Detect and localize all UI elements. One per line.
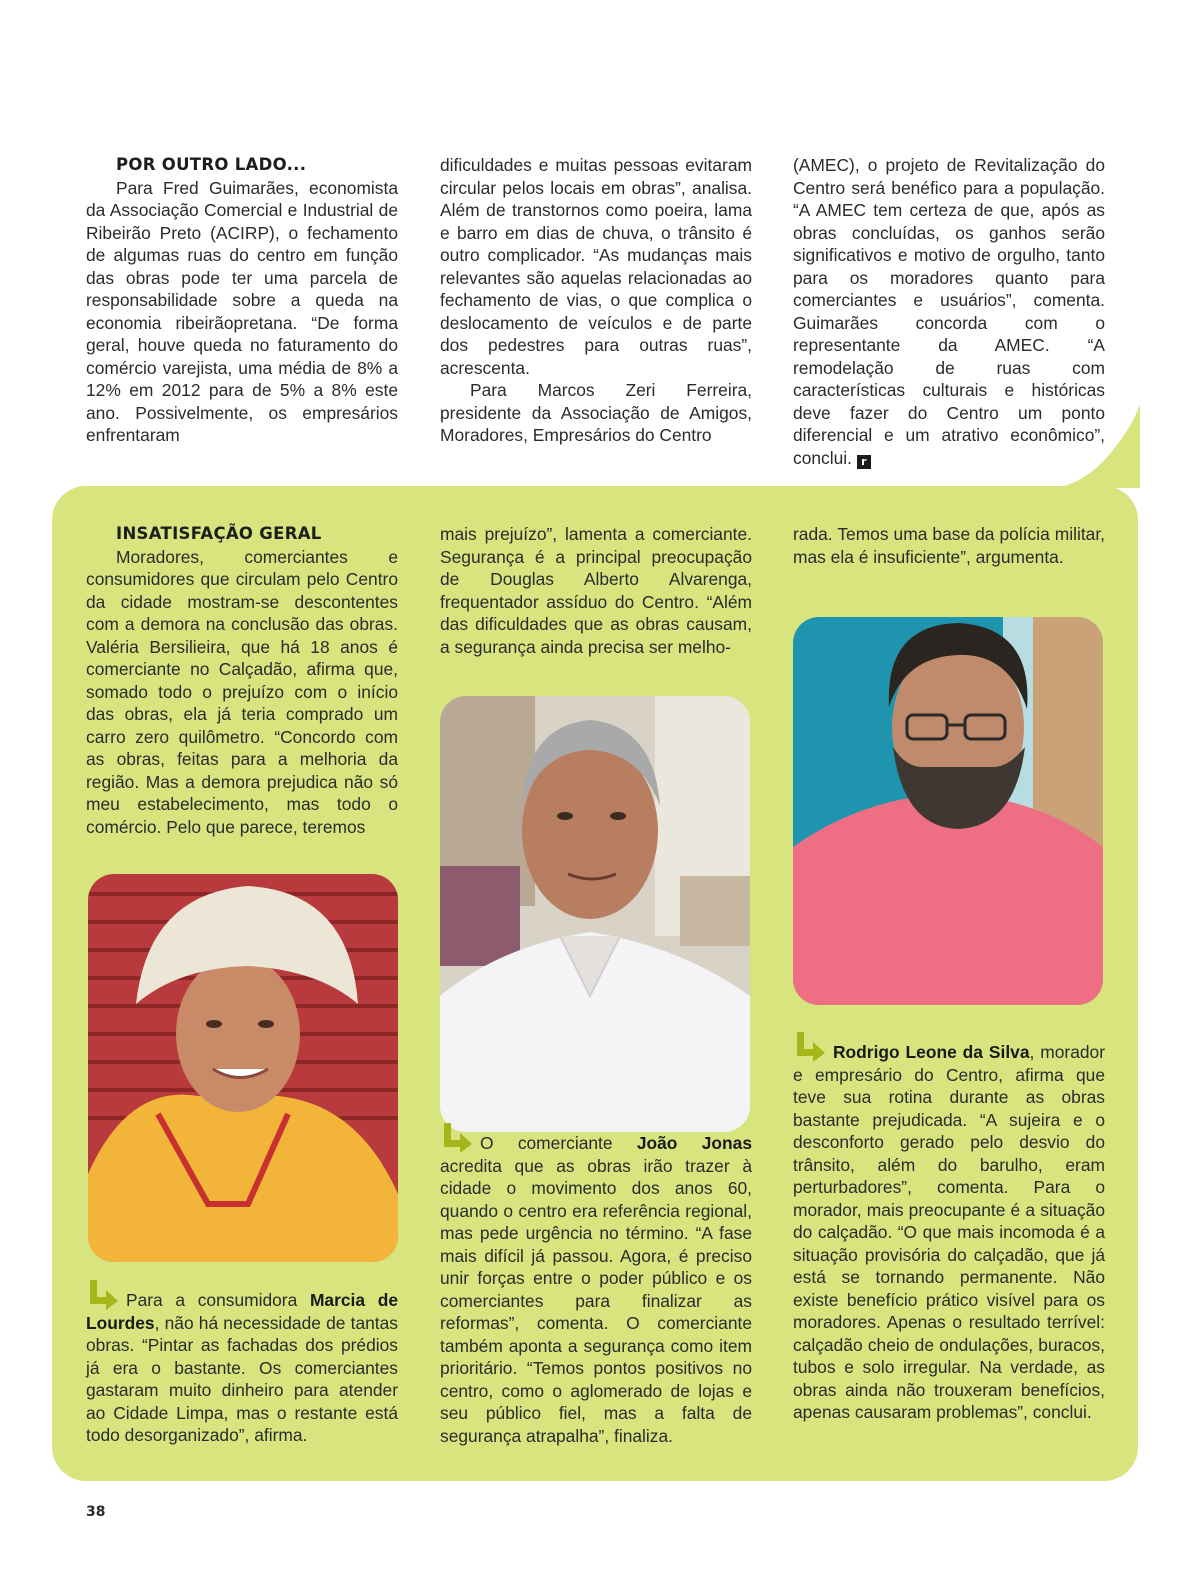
photo-marcia-de-lourdes [88,874,398,1262]
section-heading-other-side: POR OUTRO LADO... [116,155,307,174]
article-text: Moradores, comerciantes e consumidores que circulam pelo Centro da cidade mostram-se descontentes com a demora na conclusão das obras. Valéria Bersilieira, que há 18 anos é comerciante no Calçadão, afirma que, somado todo o prejuízo com o início das obras, ela já teria comprado um carro zero quilômetro. “Concordo com as obras, feitas para a melhoria da região. Mas a demora prejudica não só meu estabelecimento, mas todo o comércio. Pelo que parece, teremos [86,546,398,837]
section-heading-dissatisfaction: INSATISFAÇÃO GERAL [116,524,322,543]
box-column-2 [440,523,752,658]
box-column-1 [86,523,398,838]
arrow-icon [793,1032,827,1062]
top-column-2 [440,154,752,447]
article-text: rada. Temos uma base da polícia militar, mas ela é insuficiente”, argumenta. [793,524,1105,567]
arrow-icon [86,1280,120,1310]
photo-joao-jonas [440,696,750,1132]
person-name: Marcia de Lourdes [86,1290,398,1333]
article-text: dificuldades e muitas pessoas evitaram circular pelos locais em obras”, analisa. Além de transtornos como poeira, lama e barro em dias de chuva, o trânsito é outro complicador. “As mudanças mais relevantes são aquelas relacionadas ao fechamento de vias, o que complica o deslocamento de veículos e de parte dos pedestres para outras ruas”, acrescenta. [440,155,752,378]
caption-rodrigo-leone-da-silva [793,1032,1105,1424]
article-text: (AMEC), o projeto de Revitalização do Centro será benéfico para a população. “A AMEC tem certeza de que, após as obras concluídas, os ganhos serão significativos e motivo de orgulho, tanto para os moradores quanto para comerciantes e usuários”, comenta. Guimarães concorda com o representante da AMEC. “A remodelação de ruas com características culturais e históricas deve fazer do Centro um ponto diferencial e um atrativo econômico”, conclui. r [793,155,1105,468]
arrow-icon [440,1123,474,1153]
caption-text: Rodrigo Leone da Silva, morador e empresário do Centro, afirma que teve sua rotina durante as obras bastante prejudicada. “A sujeira e o desconforto gerado pelo desvio do trânsito, além do barulho, eram perturbadores”, comenta. Para o morador, mais preocupante é a situação do calçadão. “O que mais incomoda é a situação provisória do calçadão, que já está se tornando permanente. Não existe benefício prático visível para os moradores. Apenas o resultado terrível: calçadão cheio de ondulações, buracos, tubos e solo irregular. Na verdade, as obras ainda não trouxeram benefícios, apenas causaram problemas”, conclui. [793,1032,1105,1424]
caption-marcia-de-lourdes [86,1280,398,1447]
photo-rodrigo-leone-da-silva [793,617,1103,1005]
box-column-3 [793,523,1105,568]
caption-joao-jonas [440,1123,752,1447]
person-name: João Jonas [636,1133,752,1153]
caption-text: Para a consumidora Marcia de Lourdes, não há necessidade de tantas obras. “Pintar as fachadas dos prédios já era o bastante. Os comerciantes gastaram muito dinheiro para atender ao Cidade Limpa, mas o restante está todo desorganizado”, afirma. [86,1280,398,1447]
person-name: Rodrigo Leone da Silva [833,1042,1030,1062]
speech-bubble-notch [1056,404,1140,488]
top-column-1 [86,154,398,447]
article-text: mais prejuízo”, lamenta a comerciante. Segurança é a principal preocupação de Douglas Alberto Alvarenga, frequentador assíduo do Centro. “Além das dificuldades que as obras causam, a segurança ainda precisa ser melho- [440,524,752,657]
page-number: 38 [86,1504,106,1520]
end-of-article-mark: r [857,455,871,469]
article-text: Para Marcos Zeri Ferreira, presidente da Associação de Amigos, Moradores, Empresários do Centro [440,380,752,445]
article-text: Para Fred Guimarães, economista da Associação Comercial e Industrial de Ribeirão Preto (ACIRP), o fechamento de algumas ruas do centro em função das obras pode ter uma parcela de responsabilidade sobre a queda na economia ribeirãopretana. “De forma geral, houve queda no faturamento do comércio varejista, uma média de 8% a 12% em 2012 para de 5% a 8% este ano. Possivelmente, os empresários enfrentaram [86,177,398,445]
caption-text: O comerciante João Jonas acredita que as obras irão trazer à cidade o movimento dos anos 60, quando o centro era referência regional, mas pede urgência no término. “A fase mais difícil já passou. Agora, é preciso unir forças entre o poder público e os comerciantes para finalizar as reformas”, comenta. O comerciante também aponta a segurança como item prioritário. “Temos pontos positivos no centro, como o aglomerado de lojas e seu público fiel, mas a falta de segurança atrapalha”, finaliza. [440,1123,752,1447]
